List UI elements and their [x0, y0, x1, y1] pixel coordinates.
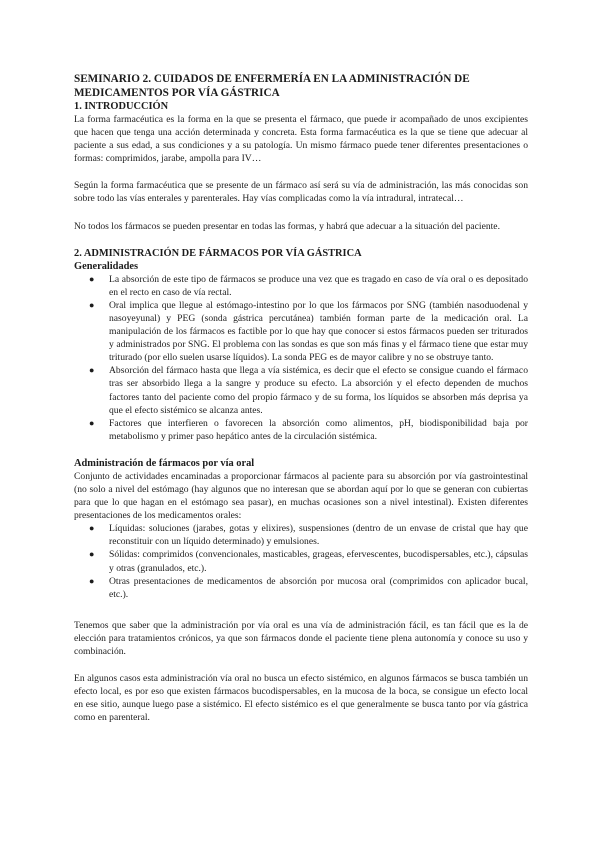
list-item-text: Absorción del fármaco hasta que llega a vía sistémica, es decir que el efecto se consigue cuando el fármaco tras ser absorbido llega a la sangre y produce su efecto. La absorción y el efecto dependen de muchos factores tanto del paciente como del propio fármaco y de su forma, los líquidos se absorben más deprisa ya que el efecto sistémico se alcanza antes. — [109, 365, 528, 416]
document-body — [74, 72, 528, 724]
bullet-icon: ● — [89, 273, 95, 284]
list-item-text: La absorción de este tipo de fármacos se produce una vez que es tragado en caso de vía oral o es depositado en el recto en caso de vía rectal. — [109, 273, 528, 298]
list-item-text: Oral implica que llegue al estómago-intestino por lo que los fármacos por SNG (también nasoduodenal y nasoyeyunal) y PEG (sonda gástrica percutánea) también forman parte de la medicación oral. La manipulación de los fármacos es factible por lo que hay que conocer si estos fármacos pueden ser triturados y administrados por SNG. El problema con las sondas es que son más finas y el fármaco tiene que estar muy triturado (por ello suelen usarse líquidos). La sonda PEG es de mayor calibre y no se obstruye tanto. — [109, 299, 528, 364]
document-title: SEMINARIO 2. CUIDADOS DE ENFERMERÍA EN LA ADMINISTRACIÓN DE MEDICAMENTOS POR VÍA GÁSTRICA — [74, 73, 470, 99]
paragraph: Tenemos que saber que la administración por vía oral es una vía de administración fácil, es tan fácil que es la de elección para tratamientos crónicos, ya que son fármacos donde el paciente tiene plena autonomía y conoce su uso y combinación. — [74, 619, 528, 657]
paragraph: La forma farmacéutica es la forma en la que se presenta el fármaco, que puede ir acompañado de unos excipientes que hacen que tenga una acción determinada y concreta. Esta forma farmacéutica es la que se tiene que adecuar al paciente a sus edad, a sus condiciones y a su patología. Un mismo fármaco puede tener diferentes presentaciones o formas: comprimidos, jarabe, ampolla para IV… — [74, 114, 528, 165]
spacer — [74, 165, 528, 179]
bullet-icon: ● — [89, 523, 95, 534]
paragraph: En algunos casos esta administración vía oral no busca un efecto sistémico, en algunos fármacos se busca también un efecto local, es por eso que existen fármacos bucodispersables, en la mucosa de la boca, se consigue un efecto local en ese sitio, aunque luego pase a sistémico. El efecto sistémico es el que generalmente se busca tanto por vía gástrica como en parenteral. — [74, 673, 528, 724]
list-item — [74, 522, 528, 548]
bullet-list-presentaciones — [74, 522, 528, 601]
spacer — [74, 233, 528, 247]
paragraph: Conjunto de actividades encaminadas a proporcionar fármacos al paciente para su absorción por vía gastrointestinal (no solo a nivel del estómago (hay algunos que no interesan que se abordan aquí por lo que se generan con cubiertas para que lo que hagan en el estómago sea pasar), en muchas ocasiones son a nivel intestinal). Existen diferentes presentaciones de los medicamentos orales: — [74, 470, 528, 522]
list-item — [74, 548, 528, 574]
bullet-list-generalidades — [74, 273, 528, 443]
subheading-generalidades: Generalidades — [74, 260, 139, 272]
list-item-text: Factores que interfieren o favorecen la absorción como alimentos, pH, biodisponibilidad baja por metabolismo y primer paso hepático antes de la circulación sistémica. — [109, 417, 528, 442]
spacer — [74, 601, 528, 619]
list-item — [74, 417, 528, 443]
bullet-icon: ● — [89, 417, 95, 428]
bullet-icon: ● — [89, 299, 95, 310]
spacer — [74, 206, 528, 220]
list-item-text: Sólidas: comprimidos (convencionales, masticables, grageas, efervescentes, bucodispersables, etc.), cápsulas y otras (granulados, etc.). — [109, 549, 528, 574]
paragraph: No todos los fármacos se pueden presentar en todas las formas, y habrá que adecuar a la situación del paciente. — [74, 220, 500, 232]
bullet-icon: ● — [89, 549, 95, 560]
section-heading-administracion: 2. ADMINISTRACIÓN DE FÁRMACOS POR VÍA GÁSTRICA — [74, 247, 362, 259]
list-item-text: Otras presentaciones de medicamentos de absorción por mucosa oral (comprimidos con aplicador bucal, etc.). — [109, 575, 528, 600]
bullet-icon: ● — [89, 365, 95, 376]
list-item — [74, 299, 528, 364]
list-item-text: Líquidas: soluciones (jarabes, gotas y elixires), suspensiones (dentro de un envase de cristal que hay que reconstituir con un líquido determinado) y emulsiones. — [109, 523, 528, 548]
list-item — [74, 364, 528, 416]
spacer — [74, 443, 528, 457]
section-heading-introduccion: 1. INTRODUCCIÓN — [74, 101, 169, 112]
spacer — [74, 658, 528, 672]
list-item — [74, 575, 528, 601]
paragraph: Según la forma farmacéutica que se presente de un fármaco así será su vía de administración, las más conocidas son sobre todo las vías enterales y parenterales. Hay vías complicadas como la vía intradural, intratecal… — [74, 180, 528, 205]
bullet-icon: ● — [89, 575, 95, 586]
subheading-via-oral: Administración de fármacos por vía oral — [74, 457, 255, 469]
list-item — [74, 273, 528, 299]
